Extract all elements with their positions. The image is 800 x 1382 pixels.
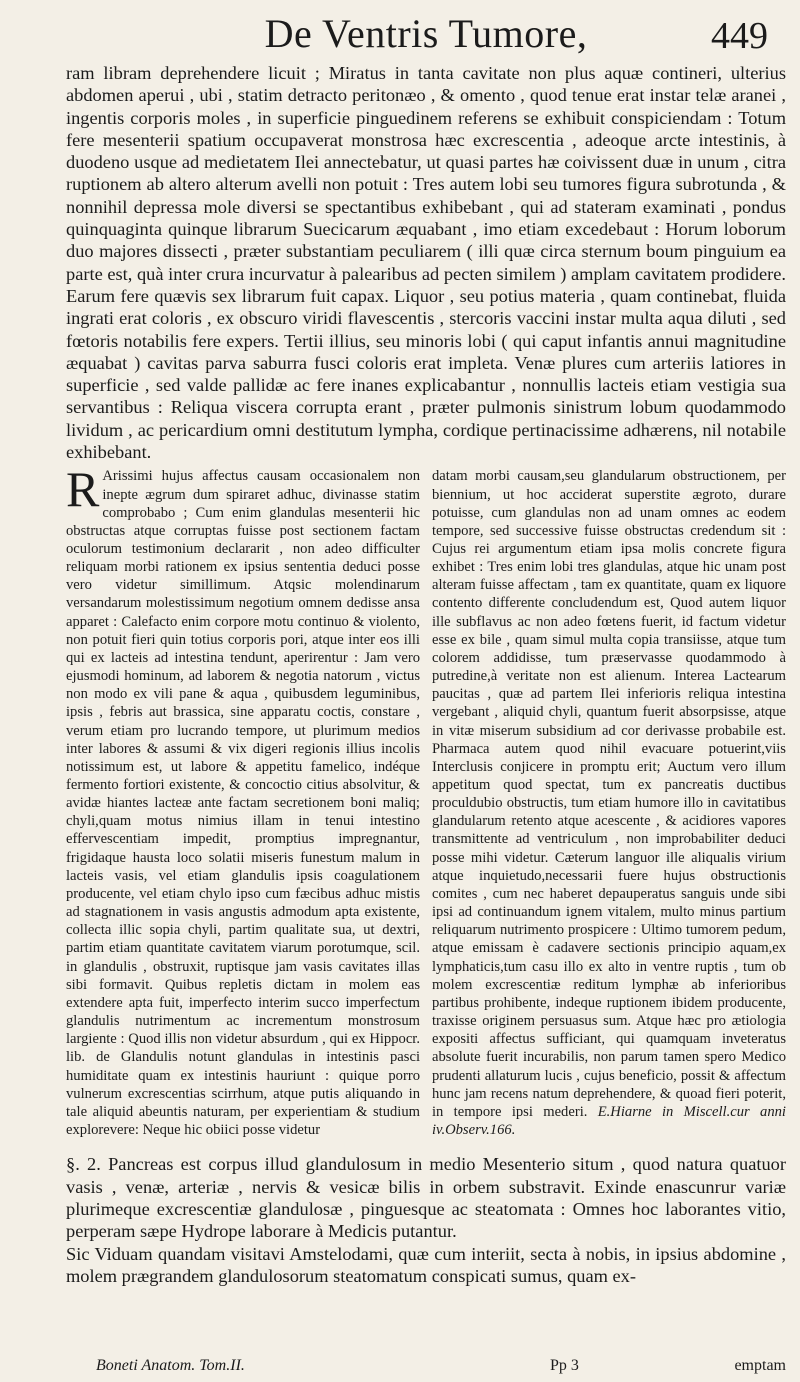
left-column-paragraph: [66, 461, 420, 1139]
section-two: [66, 1153, 786, 1287]
citation: E.Hiarne in Miscell.cur anni iv.Observ.166.: [432, 1103, 786, 1138]
catchword: emptam: [734, 1357, 786, 1374]
page-footer: [96, 1356, 786, 1376]
two-column-commentary: [66, 461, 786, 1139]
left-column: [66, 461, 420, 1139]
page-header: [66, 6, 786, 62]
right-column: [432, 467, 786, 1139]
section-two-paragraph-1: §. 2. Pancreas est corpus illud glandulosum in medio Mesenterio situm , quod natura quatuor vasis , venæ, arteriæ , nervis & vesicæ bilis in orbem substravit. Exinde enascunrur variæ plurimeque excrescentiæ glandulosæ , pinguesque ac steatomata : Omnes hoc laborantes vitio, perperam sæpe Hydrope laborare à Medicis putantur.: [66, 1154, 786, 1242]
signature-mark: Pp 3: [550, 1357, 579, 1374]
right-column-paragraph: [432, 467, 786, 1139]
drop-cap: R: [66, 461, 100, 518]
top-paragraph: ram libram deprehendere licuit ; Miratus in tanta cavitate non plus aquæ contineri, ulterius abdomen aperui , ubi , statim detracto peritonæo , & omento , quod tenue erat instar telæ aranei , ingentis corporis moles , in superficie pinguedinem referens se exhibuit conspiciendam : Totum fere mesenterii spatium occupaverat monstrosa hæc excrescentia , adeoque arcte intestinis, à duodeno usque ad medietatem Ilei annectebatur, ut quasi partes hæ coivissent duæ in unum , citra ruptionem ab altero alterum avelli non potuit : Tres autem lobi seu tumores figura subrotunda , & nonnihil depressa mole diversi se spectantibus exhibebant , qui ad stateram examinati , pondus quinquaginta quinque librarum Suecicarum æquabant , imo etiam excedebaut : Horum loborum duo majores dissecti , præter substantiam peculiarem ( illi quæ circa sternum boum pinguium ea parte est, quà inter crura incurvatur à palearibus ad pecten similem ) amplam cavitatem prodidere. Earum fere quævis sex librarum fuit capax. Liquor , seu potius materia , quam continebat, fluida ingrati erat coloris , ex obscuro viridi flavescentis , stercoris vaccini instar multa aqua diluti , sed fœtoris notabilis fere expers. Tertii illius, seu minoris lobi ( qui caput infantis annui magnitudine æquabat ) cavitas parva saburra fusci coloris erat impleta. Venæ plures cum arteriis latiores in superficie , sed valde pallidæ ac fere inanes explicabantur , nonnullis lacteis etiam vestigia sua servantibus : Reliqua viscera corrupta erant , præter pulmonis sinistrum lobum quodammodo lividum , ac pericardium omni destitutum lympha, cordique pertinacissime adhærens, nil notabile exhibebant.: [66, 63, 786, 463]
running-title: De Ventris Tumore,: [264, 11, 588, 56]
book-title: Boneti Anatom. Tom.II.: [96, 1357, 245, 1374]
top-paragraph-block: [66, 62, 786, 463]
left-column-text: Arissimi hujus affectus causam occasionalem non inepte ægrum dum spiraret adhuc, divinasse statim comprobabo ; Cum enim glandulas mesenterii hic obstructas atque corruptas fuisse post sectionem factam oculorum testimonium declararit , non adeo difficulter reliquam morbi rationem ex ipsius sententia deduci posse vero videtur simillimum. Atqsic molendinarum versandarum molestissimum negotium omnem dedisse ansa apparet : Calefacto enim corpore motu continuo & violento, non potuit fieri quin totius corporis pori, atque inter eos illi qui ex lacteis ad intestina tendunt, aperirentur : Jam vero ejusmodi hominum, ad laborem & negotia natorum , victus non modo ex vili pane & aqua , quibusdem leguminibus, ipsis , febris aut brassica, sine apparatu coctis, constare , verum etiam pro lucrando tempore, ut plurimum medios inter labores & assumi & vix digeri regionis illius incolis notissimum est, ut labore & appetitu famelico, indéque fermento fortiori existente, & concoctio citius absolvitur, & avidæ hiantes lacteæ ante factam secretionem boni maliq; chyli,quam motus nimius illam in tenui intestino effervescentiam impedit, promptius impregnantur, frigidaque hausta loco solatii miseris funestum malum in lacteis vasis, vel etiam glandulis ipsis coagulationem producente, vel etiam chylo ipso cum fæcibus adhuc mistis ad stagnationem in vasis angustis admodum apta existente, collecta illic sopia chyli, partim qualitate sua, ut dextri, partim etiam quantitate cavitatem viarum porotumque, scil. in glandulis , obstruxit, ruptisque jam vasis cavitates illas sibi formavit. Quibus repletis dictam in molem eas extendere apta fuit, imperfecto interim succo imperfectum glandulis nutrimentum ac incrementum monstrosum largiente : Quod illis non videtur absurdum , qui ex Hippocr. lib. de Glandulis notunt glandulas in intestinis pasci humiditate quam ex intestinis hauriunt : quique porro vulnerum excrescentias scirrhum, atque putis aliquando in tale aliquid abeuntis naturam, per experientiam & studium explorevere: Neque hic obiici posse videtur: [66, 468, 420, 1138]
page-number: 449: [711, 15, 768, 57]
section-two-paragraph-2: Sic Viduam quandam visitavi Amstelodami, quæ cum interiit, secta à nobis, in ipsius abdomine , molem prægrandem glandulosorum steatomatum conspicati sumus, quam ex-: [66, 1243, 786, 1287]
right-column-text: datam morbi causam,seu glandularum obstructionem, per biennium, ut hoc acciderat superstite ægroto, durare potuisse, cum glandulas non ad unam omnes ac eodem tempore, sed successive fuisse obstructas credendum sit : Cujus rei argumentum etiam ipsa molis concrete figura exhibet : Tres enim lobi tres glandulas, atque hic unam post alteram fuisse affectam , tam ex quantitate, quam ex liquore contento differente concludendum est, Quod autem liquor ille subflavus ac non adeo fœtens fuerit, id factum videtur esse ex bile , quam simul multa copia transiisse, atque tum colorem addidisse, tum præservasse quodammodo à putredine,à veritate non est alienum. Interea Lactearum paucitas , quæ ad partem Ilei inferioris reliqua intestina vergebant , aliquid chyli, quantum fuerit absorpsisse, atque in vitæ miserum subsidium ad cor derivasse probabile est. Pharmaca autem quod nihil evacuare potuerint,viis Interclusis conjicere in promptu erit; Auctum vero illum appetitum quod spectat, tum ex pancreatis ductibus proculdubio obstructis, tum etiam humore illo in cavitatibus glandularum retento atque acescente , & acidiores vapores transmittente ad ventriculum , non improbabiliter deduci posse mihi videtur. Cæterum languor ille aliqualis virium atque inquietudo,necessarii fuere hujus obstructionis comites , cum nec haberet depauperatus sanguis unde sibi ipsi ad continuandum ignem vitalem, multo minus partium reliquarum nutrimento prospicere : Ultimo tumorem pedum, atque emissam è cadavere sectionis principio aquam,ex lymphaticis,tum casu illo ex alto in ventre ruptis , tum ob molem excrescentiæ reditum lymphæ ab inferioribus partibus prohibente, indeque ruptionem ibidem producente, traxisse originem persuasus sum. Atque hæc pro ætiologia expositi affectus sufficiant, qui quamquam inveteratus absolute fuerit incurabilis, non parum tamen spero Medico prudenti allaturum lucis , cujus beneficio, possit & affectum hunc jam recens natum deprehendere, & quoad fieri poterit, in tempore ipsi mederi.: [432, 468, 786, 1120]
